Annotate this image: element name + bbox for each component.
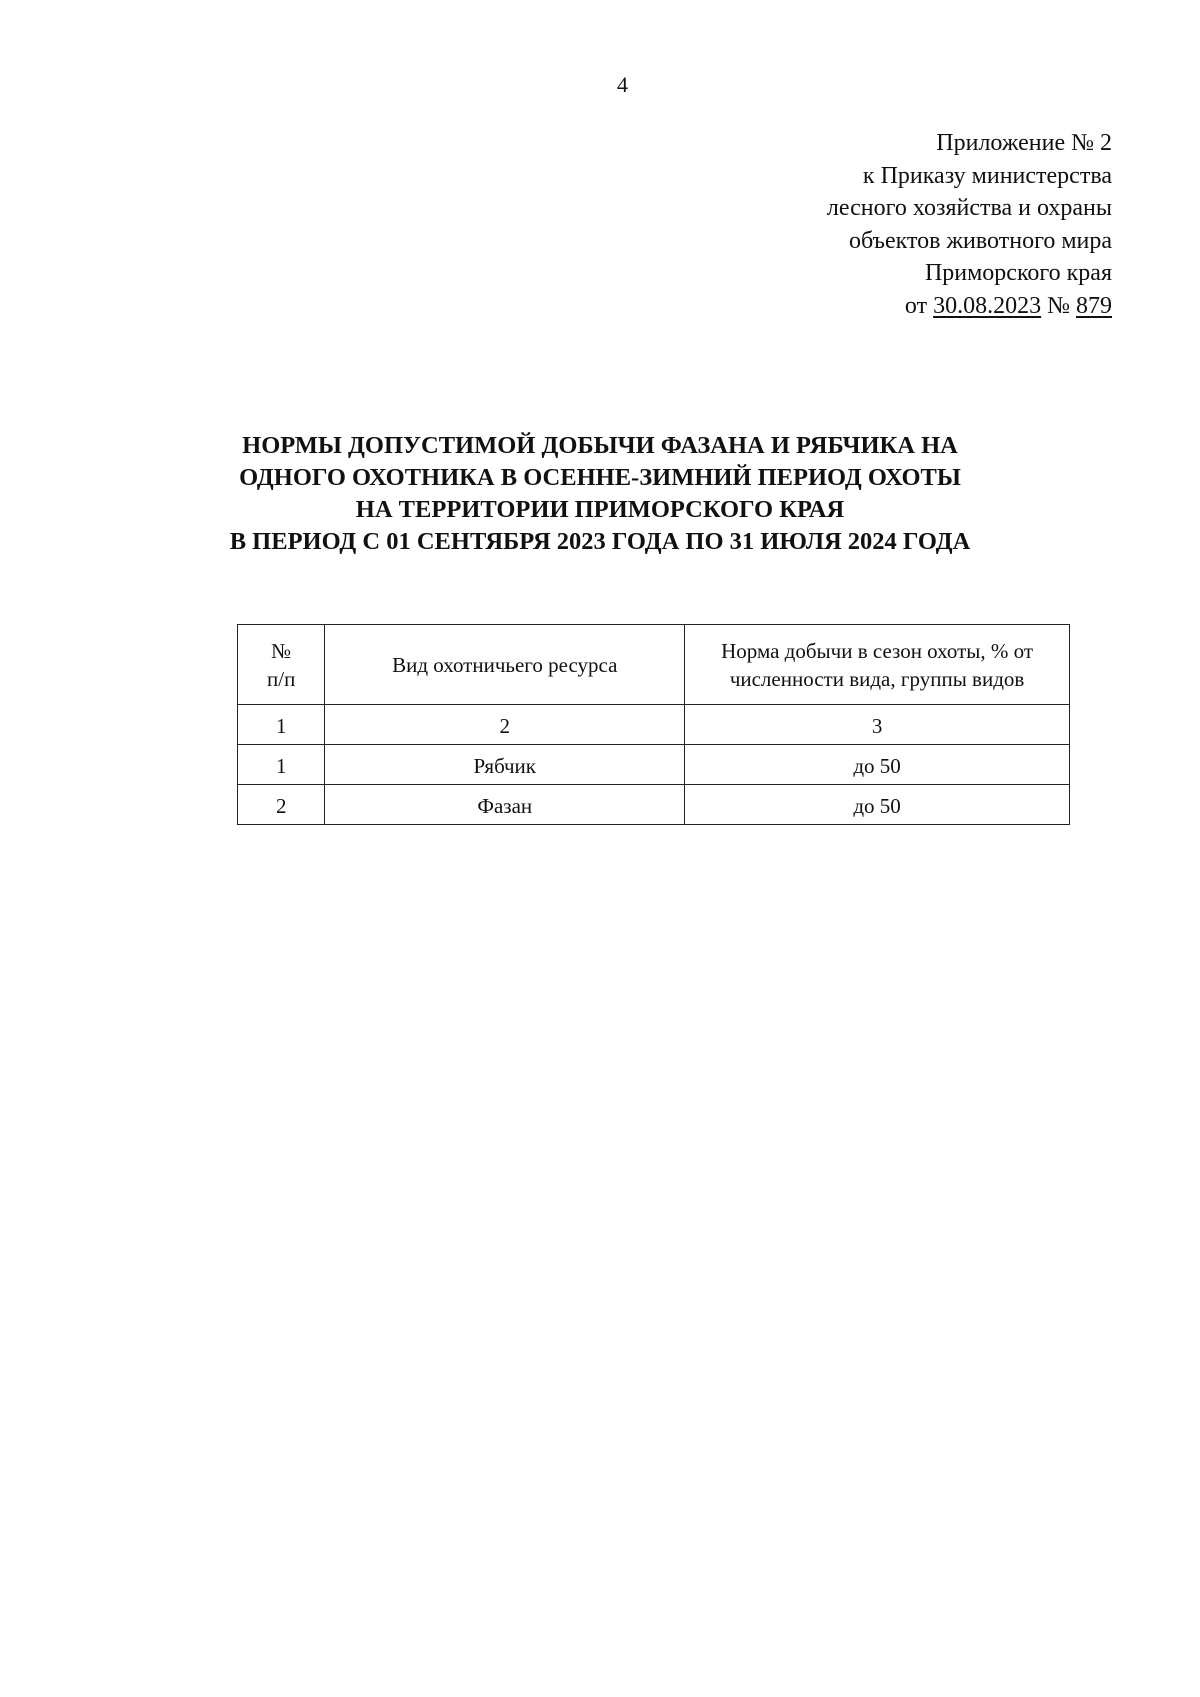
column-number: 1 [238, 705, 325, 745]
annex-line: к Приказу министерства [862, 162, 1112, 189]
header-norm [685, 625, 1070, 705]
harvest-norm: до 50 [685, 785, 1070, 825]
header-number-label: п/п [267, 666, 296, 691]
annex-header [692, 127, 1112, 322]
order-date: 30.08.2023 [933, 292, 1042, 319]
table-row [238, 745, 1070, 785]
column-numbering-row [238, 705, 1070, 745]
number-sign: № [1047, 292, 1070, 319]
header-norm-line2: численности вида, группы видов [729, 666, 1025, 691]
species-name: Рябчик [325, 745, 685, 785]
header-number-sign: № [271, 638, 292, 663]
header-norm-line1: Норма добычи в сезон охоты, % от [721, 638, 1034, 663]
annex-date-line [692, 290, 1112, 323]
annex-line: Приложение № 2 [936, 130, 1112, 156]
order-number: 879 [1076, 292, 1112, 319]
page-number: 4 [617, 72, 628, 97]
table-row [238, 785, 1070, 825]
document-title [0, 430, 1200, 558]
species-name: Фазан [325, 785, 685, 825]
header-species: Вид охотничьего ресурса [325, 625, 685, 705]
title-line: НОРМЫ ДОПУСТИМОЙ ДОБЫЧИ ФАЗАНА И РЯБЧИКА НА [242, 432, 958, 459]
annex-line: объектов животного мира [848, 227, 1112, 254]
title-line: НА ТЕРРИТОРИИ ПРИМОРСКОГО КРАЯ [355, 496, 845, 523]
header-number [238, 625, 325, 705]
column-number: 2 [325, 705, 685, 745]
row-number: 2 [238, 785, 325, 825]
annex-line: Приморского края [924, 260, 1112, 286]
norms-table [237, 624, 1070, 825]
row-number: 1 [238, 745, 325, 785]
annex-line: лесного хозяйства и охраны [826, 195, 1112, 221]
title-line: В ПЕРИОД С 01 СЕНТЯБРЯ 2023 ГОДА ПО 31 ИЮЛЯ 2024 ГОДА [229, 528, 971, 555]
date-prefix: от [904, 292, 928, 319]
column-number: 3 [685, 705, 1070, 745]
table-header-row [238, 625, 1070, 705]
title-line: ОДНОГО ОХОТНИКА В ОСЕННЕ-ЗИМНИЙ ПЕРИОД ОХОТЫ [239, 464, 961, 491]
harvest-norm: до 50 [685, 745, 1070, 785]
